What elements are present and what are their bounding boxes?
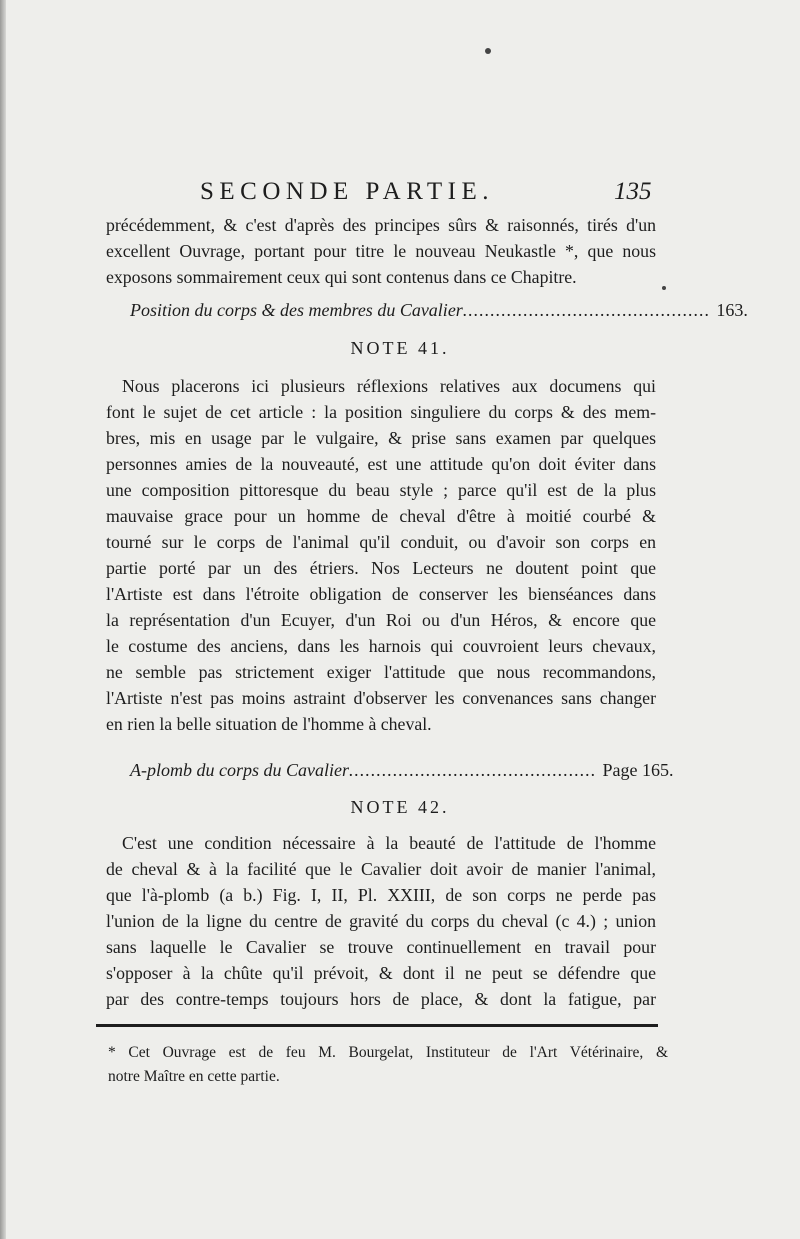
text-line: de cheval & à la facilité que le Cavalier doit avoir de manier l'animal, xyxy=(106,859,656,879)
text-line: le costume des anciens, dans les harnois qui couvroient leurs chevaux, xyxy=(106,636,656,656)
text-line: en rien la belle situation de l'homme à cheval. xyxy=(106,714,432,734)
text-line: partie porté par un des étriers. Nos Lecteurs ne doutent point que xyxy=(106,558,656,578)
section-heading-aplomb xyxy=(130,760,674,781)
text-line: sans laquelle le Cavalier se trouve continuellement en travail pour xyxy=(106,937,656,957)
text-line: l'Artiste est dans l'étroite obligation de conserver les bienséances dans xyxy=(106,584,656,604)
footnote-line: notre Maître en cette partie. xyxy=(108,1068,280,1085)
text-line: excellent Ouvrage, portant pour titre le nouveau Neukastle *, que nous xyxy=(106,241,656,261)
text-line: exposons sommairement ceux qui sont contenus dans ce Chapitre. xyxy=(106,267,577,287)
text-line: s'opposer à la chûte qu'il prévoit, & dont il ne peut se défendre que xyxy=(106,963,656,983)
footnote xyxy=(108,1041,668,1089)
dot-leader: ............................................. xyxy=(462,300,711,320)
dot-leader: ............................................. xyxy=(348,760,597,780)
text-line: ne semble pas strictement exiger l'attitude que nous recommandons, xyxy=(106,662,656,682)
text-line: C'est une condition nécessaire à la beauté de l'attitude de l'homme xyxy=(122,833,656,853)
text-line: l'Artiste n'est pas moins astraint d'observer les convenances sans changer xyxy=(106,688,656,708)
note-41-paragraph xyxy=(106,373,656,737)
page-number: 135 xyxy=(614,178,652,205)
intro-paragraph xyxy=(106,212,656,290)
text-line: par des contre-temps toujours hors de place, & dont la fatigue, par xyxy=(106,989,656,1009)
text-line: font le sujet de cet article : la position singuliere du corps & des mem- xyxy=(106,402,656,422)
text-line: bres, mis en usage par le vulgaire, & prise sans examen par quelques xyxy=(106,428,656,448)
text-line: mauvaise grace pour un homme de cheval d'être à moitié courbé & xyxy=(106,506,656,526)
heading-page-ref: 163. xyxy=(716,300,748,320)
text-line: Nous placerons ici plusieurs réflexions relatives aux documens qui xyxy=(122,376,656,396)
footnote-rule xyxy=(96,1024,658,1027)
text-line: que l'à-plomb (a b.) Fig. I, II, Pl. XXIII, de son corps ne perde pas xyxy=(106,885,656,905)
ink-speck xyxy=(662,286,666,290)
text-line: une composition pittoresque du beau style ; parce qu'il est de la plus xyxy=(106,480,656,500)
text-line: l'union de la ligne du centre de gravité du corps du cheval (c 4.) ; union xyxy=(106,911,656,931)
text-line: personnes amies de la nouveauté, est une attitude qu'on doit éviter dans xyxy=(106,454,656,474)
page-edge-shadow xyxy=(0,0,6,1239)
heading-text: Position du corps & des membres du Cavalier xyxy=(130,300,463,320)
heading-page-ref: Page 165. xyxy=(602,760,674,780)
ink-speck xyxy=(485,48,491,54)
running-head xyxy=(200,178,660,210)
text-line: précédemment, & c'est d'après des principes sûrs & raisonnés, tirés d'un xyxy=(106,215,656,235)
section-heading-position xyxy=(130,300,748,321)
note-42-paragraph xyxy=(106,830,656,1012)
running-title: SECONDE PARTIE. xyxy=(200,178,494,205)
heading-text: A-plomb du corps du Cavalier xyxy=(130,760,349,780)
footnote-line: * Cet Ouvrage est de feu M. Bourgelat, Instituteur de l'Art Vétérinaire, & xyxy=(108,1044,668,1061)
note-42-label: NOTE 42. xyxy=(350,797,450,817)
text-line: la représentation d'un Ecuyer, d'un Roi ou d'un Héros, & encore que xyxy=(106,610,656,630)
text-line: tourné sur le corps de l'animal qu'il conduit, ou d'avoir son corps en xyxy=(106,532,656,552)
note-41-label: NOTE 41. xyxy=(350,338,450,358)
